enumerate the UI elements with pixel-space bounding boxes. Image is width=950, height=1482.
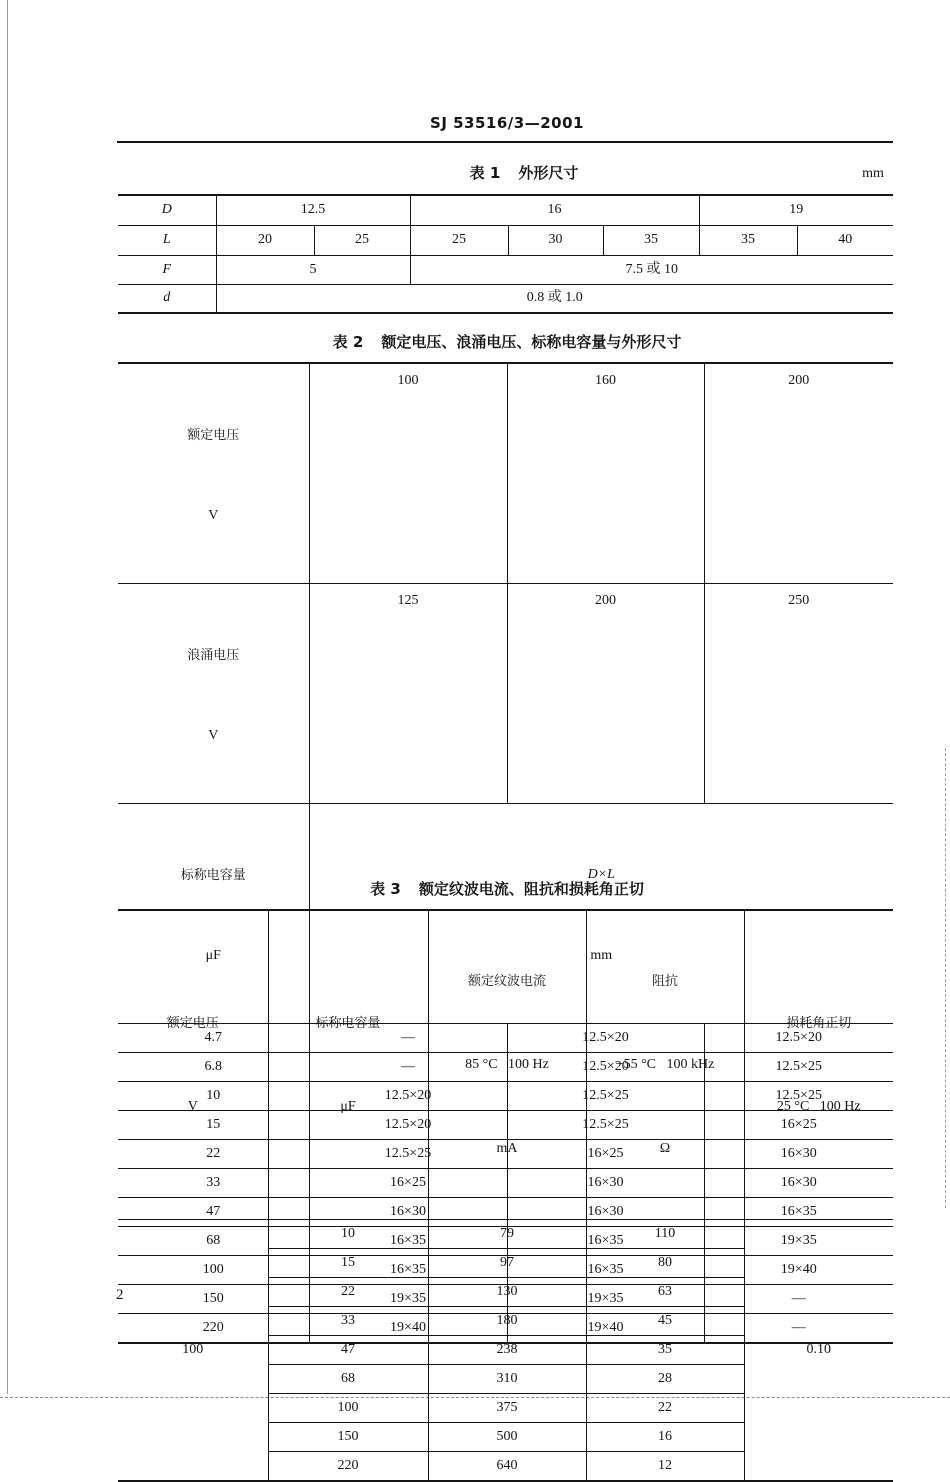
dimensions-unit: mm <box>590 948 613 963</box>
ripple-current-cell: 500 <box>428 1423 586 1452</box>
table-3-row <box>118 1220 893 1249</box>
impedance-cell: 63 <box>586 1278 744 1307</box>
ripple-current-cell: 375 <box>428 1394 586 1423</box>
header-line: 阻抗 <box>651 973 678 988</box>
header-line: 额定电压 <box>166 1015 219 1030</box>
length-value: 40 <box>797 225 893 255</box>
impedance-cell: 80 <box>586 1249 744 1278</box>
scan-edge-line-left <box>7 0 8 1394</box>
header-line: 额定纹波电流 <box>467 973 546 988</box>
surge-voltage-value: 250 <box>704 584 893 804</box>
table-1-unit: mm <box>862 166 884 181</box>
size-cell: — <box>704 1285 893 1314</box>
size-cell: 16×25 <box>309 1169 507 1198</box>
length-value: 25 <box>410 225 508 255</box>
table-2-number: 表 2 <box>332 333 364 351</box>
header-rule <box>117 141 893 143</box>
size-cell: 12.5×25 <box>507 1111 704 1140</box>
row-lead-diameter <box>118 284 893 313</box>
capacitance-cell: 68 <box>268 1365 428 1394</box>
impedance-cell: 22 <box>586 1394 744 1423</box>
header-line: V <box>187 1099 198 1114</box>
size-cell: 16×35 <box>309 1227 507 1256</box>
size-cell: 16×30 <box>507 1198 704 1227</box>
rated-voltage-unit: V <box>208 508 219 523</box>
row-length <box>118 225 893 255</box>
length-value: 25 <box>314 225 410 255</box>
size-cell: — <box>309 1024 507 1053</box>
capacitance-cell: 22 <box>118 1140 309 1169</box>
capacitance-cell: 6.8 <box>118 1053 309 1082</box>
capacitance-cell: 68 <box>118 1227 309 1256</box>
length-value: 30 <box>508 225 603 255</box>
table-1-number: 表 1 <box>469 164 501 182</box>
dissipation-factor-header <box>744 910 893 1220</box>
size-cell: 16×30 <box>507 1169 704 1198</box>
diameter-value: 16 <box>410 195 699 225</box>
rated-voltage-value: 100 <box>309 363 507 584</box>
capacitance-cell: 4.7 <box>118 1024 309 1053</box>
header-line: 25 °C 100 Hz <box>776 1099 861 1114</box>
size-cell: 16×35 <box>704 1198 893 1227</box>
rated-voltage-cell: 100 <box>118 1220 268 1481</box>
size-cell: 16×30 <box>704 1169 893 1198</box>
capacitance-cell: 220 <box>118 1314 309 1343</box>
size-cell: 16×25 <box>507 1140 704 1169</box>
impedance-cell: 45 <box>586 1307 744 1336</box>
ripple-current-header <box>428 910 586 1220</box>
row-lead-spacing <box>118 255 893 284</box>
capacitance-header <box>268 910 428 1220</box>
length-value: 35 <box>603 225 699 255</box>
ripple-current-cell: 238 <box>428 1336 586 1365</box>
size-cell: 19×40 <box>309 1314 507 1343</box>
impedance-cell: 16 <box>586 1423 744 1452</box>
size-cell: 16×35 <box>507 1227 704 1256</box>
dimensions-label: D×L <box>587 867 615 882</box>
capacitance-cell: 150 <box>118 1285 309 1314</box>
header-line: 损耗角正切 <box>786 1015 852 1030</box>
surge-voltage-value: 200 <box>507 584 704 804</box>
surge-voltage-label: 浪涌电压 <box>187 647 240 662</box>
diameter-value: 12.5 <box>216 195 410 225</box>
capacitance-cell: 100 <box>268 1394 428 1423</box>
capacitance-cell: 220 <box>268 1452 428 1481</box>
ripple-current-cell: 310 <box>428 1365 586 1394</box>
size-cell: — <box>704 1314 893 1343</box>
table-3-caption <box>307 878 707 900</box>
label-d: d <box>118 284 216 313</box>
size-cell: 19×40 <box>507 1314 704 1343</box>
capacitance-cell: 33 <box>118 1169 309 1198</box>
rated-voltage-value: 160 <box>507 363 704 584</box>
capacitance-cell: 150 <box>268 1423 428 1452</box>
size-cell: 12.5×20 <box>507 1053 704 1082</box>
label-L: L <box>118 225 216 255</box>
lead-spacing-value: 5 <box>216 255 410 284</box>
size-cell: 12.5×25 <box>704 1053 893 1082</box>
table-3-title: 额定纹波电流、阻抗和损耗角正切 <box>418 880 644 898</box>
capacitance-cell: 22 <box>268 1278 428 1307</box>
size-cell: 12.5×25 <box>309 1140 507 1169</box>
size-cell: 12.5×20 <box>309 1111 507 1140</box>
lead-spacing-value: 7.5 或 10 <box>410 255 893 284</box>
size-cell: 12.5×20 <box>704 1024 893 1053</box>
row-diameter <box>118 195 893 225</box>
rated-voltage-header <box>118 363 309 584</box>
table-3-number: 表 3 <box>370 880 401 898</box>
ripple-current-cell: 79 <box>428 1220 586 1249</box>
table-1-title: 外形尺寸 <box>518 164 579 182</box>
rated-voltage-label: 额定电压 <box>187 427 240 442</box>
size-cell: 19×35 <box>507 1285 704 1314</box>
capacitance-unit: μF <box>205 948 221 963</box>
table-3-header-row <box>118 910 893 1220</box>
size-cell: 16×25 <box>704 1111 893 1140</box>
capacitance-cell: 47 <box>118 1198 309 1227</box>
size-cell: 12.5×20 <box>507 1024 704 1053</box>
ripple-current-cell: 180 <box>428 1307 586 1336</box>
length-value: 35 <box>699 225 797 255</box>
table-2-title: 额定电压、浪涌电压、标称电容量与外形尺寸 <box>381 333 682 351</box>
scan-edge-line-right <box>945 748 946 1208</box>
capacitance-cell: 10 <box>268 1220 428 1249</box>
table-2-caption <box>257 331 757 353</box>
size-cell: 12.5×25 <box>704 1082 893 1111</box>
page-number: 2 <box>116 1287 124 1303</box>
ripple-current-cell: 130 <box>428 1278 586 1307</box>
capacitance-label: 标称电容量 <box>180 867 246 882</box>
capacitance-cell: 10 <box>118 1082 309 1111</box>
size-cell: 16×35 <box>309 1256 507 1285</box>
header-line: −55 °C 100 kHz <box>615 1057 715 1072</box>
header-line: Ω <box>659 1141 671 1156</box>
table-1-dimensions <box>118 194 893 314</box>
size-cell: 12.5×25 <box>507 1082 704 1111</box>
label-D: D <box>118 195 216 225</box>
document-code: SJ 53516/3—2001 <box>430 114 584 132</box>
rated-voltage-header <box>118 910 268 1220</box>
size-cell: 19×40 <box>704 1256 893 1285</box>
impedance-cell: 35 <box>586 1336 744 1365</box>
row-rated-voltage <box>118 363 893 584</box>
capacitance-cell: 15 <box>118 1111 309 1140</box>
size-cell: 19×35 <box>704 1227 893 1256</box>
ripple-current-cell: 97 <box>428 1249 586 1278</box>
rated-voltage-value: 200 <box>704 363 893 584</box>
header-line: mA <box>496 1141 518 1156</box>
capacitance-cell: 47 <box>268 1336 428 1365</box>
size-cell: 12.5×20 <box>309 1082 507 1111</box>
surge-voltage-value: 125 <box>309 584 507 804</box>
capacitance-cell: 100 <box>118 1256 309 1285</box>
capacitance-cell: 15 <box>268 1249 428 1278</box>
table-1-caption <box>374 162 674 184</box>
label-F: F <box>118 255 216 284</box>
surge-voltage-unit: V <box>208 728 219 743</box>
impedance-cell: 12 <box>586 1452 744 1481</box>
impedance-cell: 28 <box>586 1365 744 1394</box>
capacitance-cell: 33 <box>268 1307 428 1336</box>
surge-voltage-header <box>118 584 309 804</box>
size-cell: 16×30 <box>309 1198 507 1227</box>
table-3-ripple-impedance-dissipation <box>118 909 893 1482</box>
lead-diameter-value: 0.8 或 1.0 <box>216 284 893 313</box>
row-surge-voltage <box>118 584 893 804</box>
diameter-value: 19 <box>699 195 893 225</box>
size-cell: — <box>309 1053 507 1082</box>
length-value: 20 <box>216 225 314 255</box>
dissipation-factor-cell: 0.10 <box>744 1220 893 1481</box>
ripple-current-cell: 640 <box>428 1452 586 1481</box>
impedance-cell: 110 <box>586 1220 744 1249</box>
size-cell: 16×35 <box>507 1256 704 1285</box>
impedance-header <box>586 910 744 1220</box>
header-line: 标称电容量 <box>315 1015 381 1030</box>
header-line: μF <box>340 1099 356 1114</box>
size-cell: 19×35 <box>309 1285 507 1314</box>
header-line: 85 °C 100 Hz <box>465 1057 549 1072</box>
size-cell: 16×30 <box>704 1140 893 1169</box>
